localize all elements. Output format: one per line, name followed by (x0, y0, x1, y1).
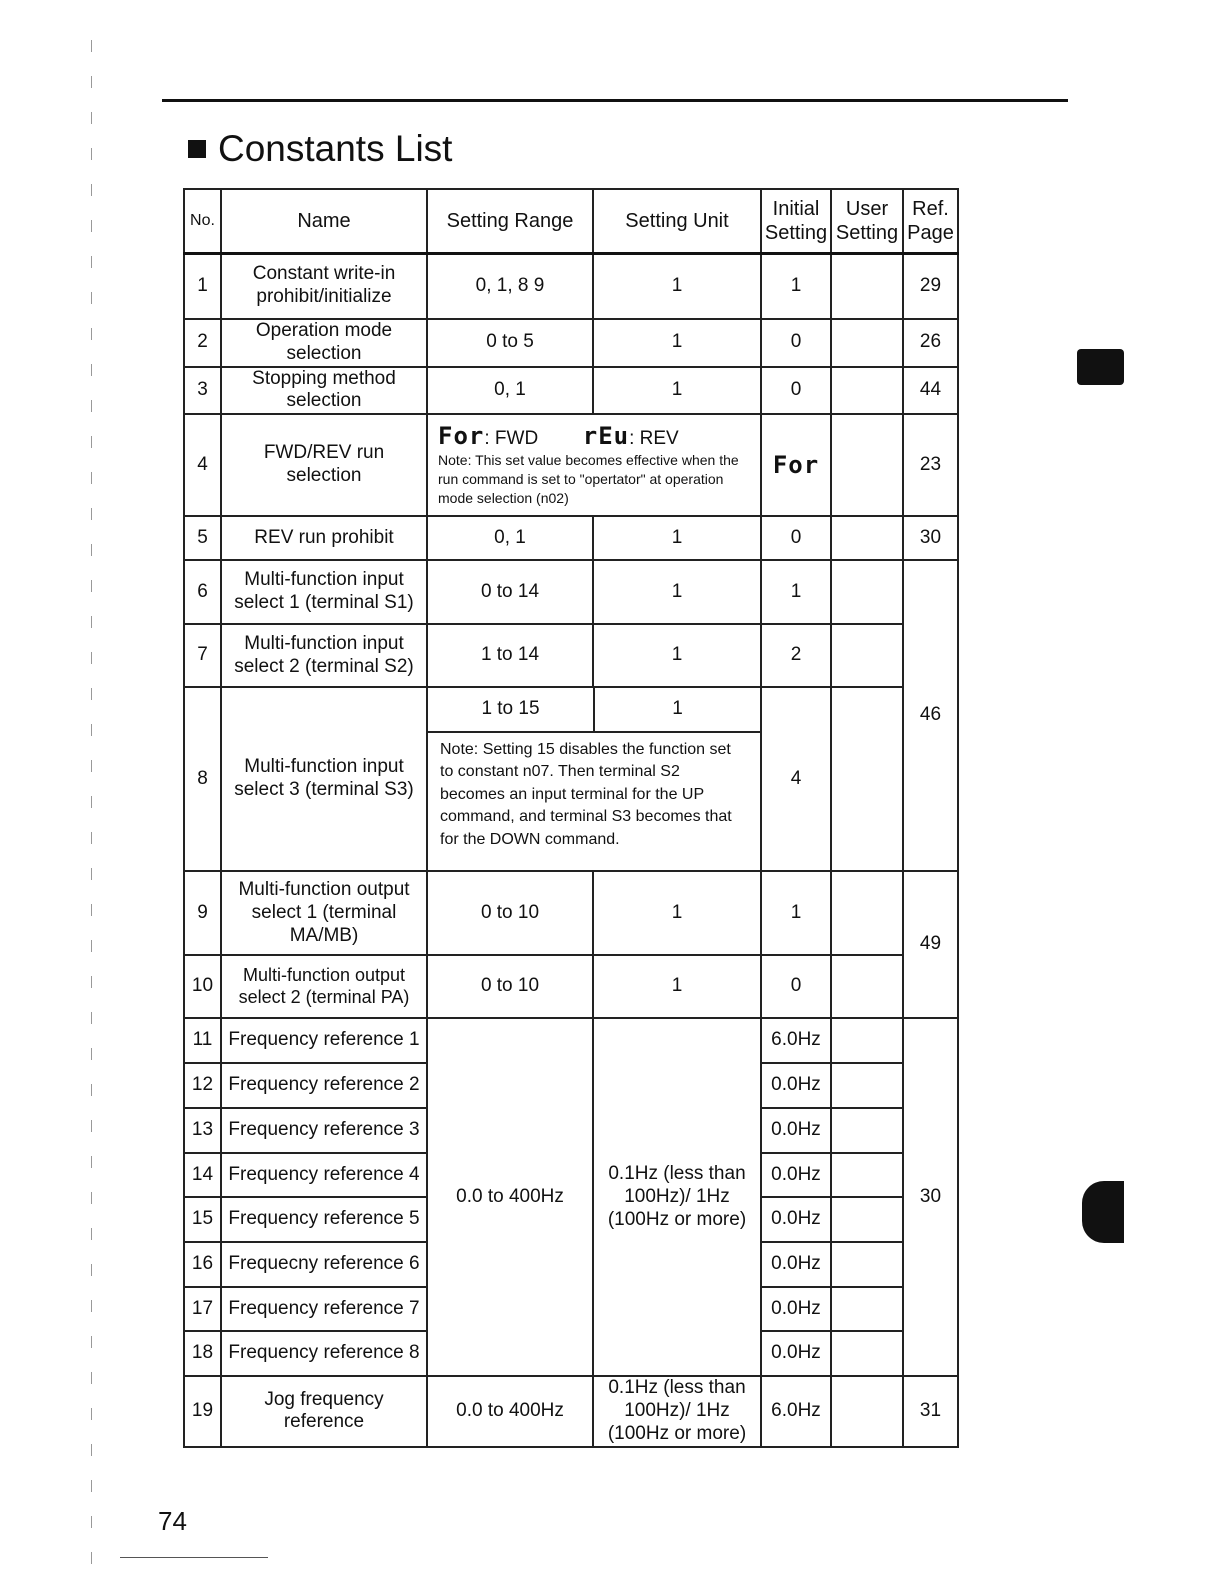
row-initial: 0.0Hz (761, 1287, 831, 1331)
header-ref: Ref. Page (903, 189, 958, 253)
row-range: 0 to 10 (427, 871, 593, 955)
row-user-setting[interactable] (831, 516, 903, 560)
row-range: 0 to 5 (427, 319, 593, 367)
row-ref: 29 (903, 253, 958, 319)
header-no: No. (184, 189, 221, 253)
segment-display-for: For (772, 450, 820, 479)
row-no: 7 (184, 624, 221, 687)
row-no: 15 (184, 1197, 221, 1242)
row-range: 0.0 to 400Hz (427, 1376, 593, 1446)
row-unit: 0.1Hz (less than 100Hz)/ 1Hz (100Hz or more) (593, 1376, 761, 1446)
row-name: Frequency reference 2 (221, 1063, 427, 1108)
header-unit: Setting Unit (593, 189, 761, 253)
row-initial: 0.0Hz (761, 1197, 831, 1242)
row-no: 5 (184, 516, 221, 560)
square-bullet-icon (188, 140, 206, 158)
row-no: 17 (184, 1287, 221, 1331)
row-initial: 1 (761, 560, 831, 624)
row-initial: 0 (761, 516, 831, 560)
row-range: 0 to 14 (427, 560, 593, 624)
row-ref: 46 (903, 560, 958, 871)
row-no: 9 (184, 871, 221, 955)
row-user-setting[interactable] (831, 319, 903, 367)
row-name: Multi-function input select 2 (terminal S2) (221, 624, 427, 687)
row-no: 4 (184, 414, 221, 516)
row-no: 2 (184, 319, 221, 367)
row-user-setting[interactable] (831, 414, 903, 516)
chapter-tab-mark (1077, 349, 1124, 385)
row-unit: 1 (593, 516, 761, 560)
row-ref: 30 (903, 516, 958, 560)
row-user-setting[interactable] (831, 367, 903, 415)
row-initial: 0.0Hz (761, 1331, 831, 1376)
rev-label: : REV (629, 428, 679, 450)
row-user-setting[interactable] (831, 1197, 903, 1242)
row-user-setting[interactable] (831, 1018, 903, 1063)
header-user: User Setting (831, 189, 903, 253)
row-user-setting[interactable] (831, 871, 903, 955)
chapter-tab-mark (1082, 1181, 1124, 1243)
row-initial: 0.0Hz (761, 1108, 831, 1153)
row-user-setting[interactable] (831, 1063, 903, 1108)
row-name: Stopping method selection (221, 367, 427, 415)
header-initial: Initial Setting (761, 189, 831, 253)
row-ref: 23 (903, 414, 958, 516)
row-user-setting[interactable] (831, 560, 903, 624)
constants-table (183, 188, 959, 1448)
row-unit: 1 (593, 955, 761, 1018)
row-user-setting[interactable] (831, 1287, 903, 1331)
row-name: Frequency reference 7 (221, 1287, 427, 1331)
table-row (184, 560, 958, 624)
row-name: Multi-function output select 2 (terminal PA) (221, 955, 427, 1018)
row-user-setting[interactable] (831, 1376, 903, 1446)
row-user-setting[interactable] (831, 955, 903, 1018)
row-user-setting[interactable] (831, 1242, 903, 1287)
row-no: 16 (184, 1242, 221, 1287)
table-row (184, 624, 958, 687)
row-ref: 31 (903, 1376, 958, 1446)
row-user-setting[interactable] (831, 1153, 903, 1197)
row-initial: 0 (761, 955, 831, 1018)
fwd-label: : FWD (484, 428, 539, 450)
row-initial: 4 (761, 687, 831, 871)
table-row (184, 687, 958, 871)
row-no: 18 (184, 1331, 221, 1376)
table-row (184, 871, 958, 955)
row-initial (761, 414, 831, 516)
row-name: Frequecny reference 6 (221, 1242, 427, 1287)
row-note: Note: Setting 15 disables the function set to constant n07. Then terminal S2 becomes an input terminal for the UP command, and terminal S3 becomes that for the DOWN command. (440, 740, 732, 848)
row-name: Multi-function input select 1 (terminal S1) (221, 560, 427, 624)
row-no: 12 (184, 1063, 221, 1108)
row-name: Frequency reference 8 (221, 1331, 427, 1376)
row-note: Note: This set value becomes effective when the run command is set to "opertator" at operation mode selection (n02) (438, 452, 739, 507)
header-rule (162, 99, 1068, 102)
row-range-fwd-rev (427, 414, 761, 516)
page-title (188, 128, 452, 170)
footer-rule (120, 1557, 268, 1558)
row-user-setting[interactable] (831, 1331, 903, 1376)
page-title-text: Constants List (218, 128, 453, 169)
row-initial: 1 (761, 871, 831, 955)
row-ref: 30 (903, 1018, 958, 1376)
freq-unit: 0.1Hz (less than 100Hz)/ 1Hz (100Hz or more) (593, 1018, 761, 1376)
row-initial: 0.0Hz (761, 1063, 831, 1108)
row-unit: 1 (593, 624, 761, 687)
row-unit: 1 (593, 871, 761, 955)
row-range: 0, 1 (427, 367, 593, 415)
table-row (184, 1376, 958, 1446)
row-unit: 1 (593, 253, 761, 319)
row-name: Operation mode selection (221, 319, 427, 367)
table-header (184, 189, 958, 253)
row-initial: 0.0Hz (761, 1242, 831, 1287)
row-unit: 1 (593, 319, 761, 367)
row-no: 19 (184, 1376, 221, 1446)
table-row (184, 253, 958, 319)
row-no: 6 (184, 560, 221, 624)
row-user-setting[interactable] (831, 253, 903, 319)
row-initial: 0 (761, 367, 831, 415)
freq-range: 0.0 to 400Hz (427, 1018, 593, 1376)
row-unit: 1 (593, 367, 761, 415)
segment-display-for: For (438, 422, 485, 451)
row-unit: 1 (672, 698, 683, 720)
table-row (184, 955, 958, 1018)
row-unit: 1 (593, 560, 761, 624)
table-row (184, 1018, 958, 1063)
row-initial: 6.0Hz (761, 1376, 831, 1446)
row-range: 0, 1, 8 9 (427, 253, 593, 319)
segment-display-rev: rEu (582, 422, 630, 451)
row-user-setting[interactable] (831, 687, 903, 871)
row-name: Frequency reference 3 (221, 1108, 427, 1153)
row-user-setting[interactable] (831, 1108, 903, 1153)
row-name: Multi-function output select 1 (terminal MA/MB) (221, 871, 427, 955)
row-initial: 2 (761, 624, 831, 687)
table-row (184, 414, 958, 516)
table-row (184, 516, 958, 560)
row-name: FWD/REV run selection (221, 414, 427, 516)
row-name: Frequency reference 1 (221, 1018, 427, 1063)
row-no: 13 (184, 1108, 221, 1153)
page-number: 74 (158, 1506, 187, 1536)
row-range-unit-note (427, 687, 761, 871)
row-name: REV run prohibit (221, 516, 427, 560)
row-name: Frequency reference 5 (221, 1197, 427, 1242)
header-range: Setting Range (427, 189, 593, 253)
row-range: 0, 1 (427, 516, 593, 560)
row-ref: 26 (903, 319, 958, 367)
row-initial: 0 (761, 319, 831, 367)
header-name: Name (221, 189, 427, 253)
row-range: 1 to 14 (427, 624, 593, 687)
row-name: Constant write-in prohibit/initialize (221, 253, 427, 319)
row-name: Jog frequency reference (221, 1376, 427, 1446)
row-range: 0 to 10 (427, 955, 593, 1018)
row-initial: 0.0Hz (761, 1153, 831, 1197)
table-row (184, 367, 958, 415)
binding-margin (91, 40, 92, 1570)
row-user-setting[interactable] (831, 624, 903, 687)
row-no: 8 (184, 687, 221, 871)
row-no: 3 (184, 367, 221, 415)
row-no: 11 (184, 1018, 221, 1063)
table-row (184, 319, 958, 367)
row-range: 1 to 15 (428, 688, 595, 731)
row-no: 14 (184, 1153, 221, 1197)
row-initial: 6.0Hz (761, 1018, 831, 1063)
row-name: Multi-function input select 3 (terminal S3) (221, 687, 427, 871)
row-no: 1 (184, 253, 221, 319)
row-initial: 1 (761, 253, 831, 319)
row-ref: 44 (903, 367, 958, 415)
row-no: 10 (184, 955, 221, 1018)
row-name: Frequency reference 4 (221, 1153, 427, 1197)
row-ref: 49 (903, 871, 958, 1018)
